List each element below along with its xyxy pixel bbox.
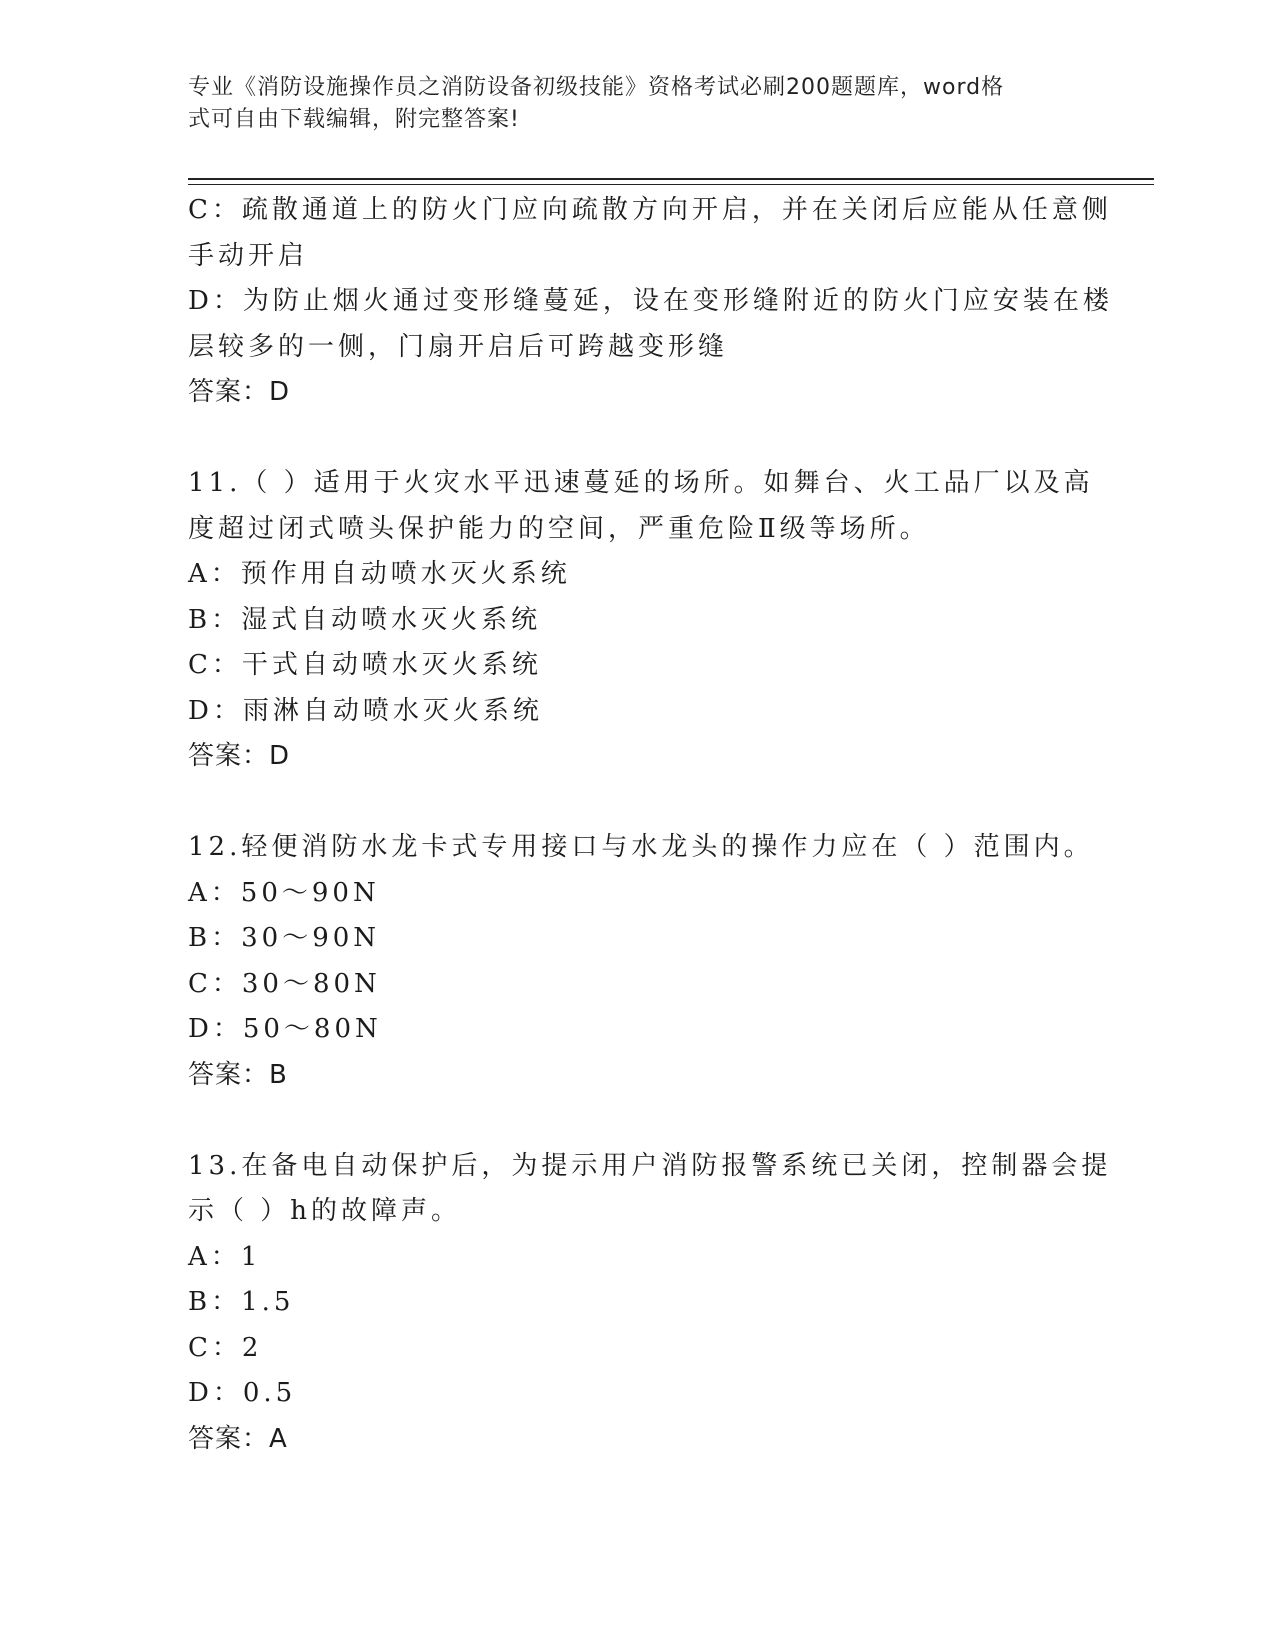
option-b: B：30～90N bbox=[188, 923, 381, 953]
question-stem: 13.在备电自动保护后，为提示用户消防报警系统已关闭，控制器会提 bbox=[188, 1150, 1112, 1181]
option-a: A：预作用自动喷水灭火系统 bbox=[188, 559, 571, 589]
option-d-cont: 层较多的一侧，门扇开启后可跨越变形缝 bbox=[188, 331, 729, 362]
option-a: A：50～90N bbox=[188, 877, 380, 908]
question-stem-cont: 示（ ）h的故障声。 bbox=[188, 1196, 462, 1226]
header-divider-thick bbox=[188, 178, 1154, 180]
document-header bbox=[188, 72, 1068, 136]
question-stem: 12.轻便消防水龙卡式专用接口与水龙头的操作力应在（ ）范围内。 bbox=[188, 832, 1094, 862]
question-13 bbox=[188, 1144, 1112, 1463]
header-divider-thin bbox=[188, 184, 1154, 185]
header-line-2: 式可自由下载编辑，附完整答案! bbox=[188, 107, 520, 132]
option-c: C：疏散通道上的防火门应向疏散方向开启，并在关闭后应能从任意侧 bbox=[188, 195, 1112, 225]
option-d: D：0.5 bbox=[188, 1378, 297, 1408]
option-c: C：30～80N bbox=[188, 968, 381, 999]
option-c: C：干式自动喷水灭火系统 bbox=[188, 650, 542, 680]
option-d: D：雨淋自动喷水灭火系统 bbox=[188, 695, 543, 726]
answer: 答案：D bbox=[188, 377, 291, 407]
answer: 答案：B bbox=[188, 1059, 288, 1090]
option-c: C：2 bbox=[188, 1332, 263, 1363]
option-d: D：50～80N bbox=[188, 1014, 382, 1044]
header-line-1: 专业《消防设施操作员之消防设备初级技能》资格考试必刷200题题库，word格 bbox=[188, 75, 1005, 100]
option-b: B：湿式自动喷水灭火系统 bbox=[188, 604, 542, 635]
option-a: A：1 bbox=[188, 1241, 262, 1272]
question-list bbox=[188, 188, 1113, 1462]
question-stem: 11.（ ）适用于火灾水平迅速蔓延的场所。如舞台、火工品厂以及高 bbox=[188, 468, 1094, 498]
answer: 答案：A bbox=[188, 1423, 288, 1454]
question-stem-cont: 度超过闭式喷头保护能力的空间，严重危险Ⅱ级等场所。 bbox=[188, 513, 930, 544]
question-10-continued bbox=[188, 188, 1113, 416]
answer: 答案：D bbox=[188, 741, 291, 771]
option-b: B：1.5 bbox=[188, 1287, 295, 1317]
option-c-cont: 手动开启 bbox=[188, 240, 309, 271]
option-d: D：为防止烟火通过变形缝蔓延，设在变形缝附近的防火门应安装在楼 bbox=[188, 286, 1113, 316]
question-12 bbox=[188, 825, 1094, 1098]
question-11 bbox=[188, 461, 1094, 780]
